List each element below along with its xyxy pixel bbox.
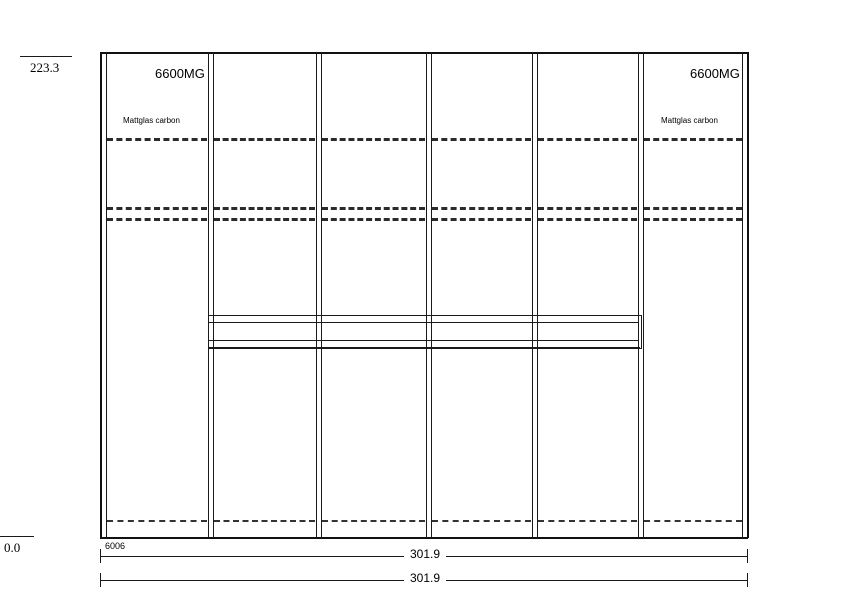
height-bottom-value: 0.0: [4, 540, 21, 555]
right-material-label: Mattglas carbon: [661, 116, 718, 125]
door-divider-5-left: [638, 52, 639, 538]
door-divider-5-right: [643, 52, 644, 538]
door-divider-4-right: [537, 52, 538, 538]
drawer-block-inner-line-top: [209, 322, 639, 323]
cabinet-right-edge: [747, 52, 749, 538]
cabinet-left-edge: [100, 52, 102, 538]
drawer-divider-c: [426, 315, 427, 347]
shelf-dashed-row-1-seg-5: [538, 138, 637, 141]
drawer-divider-b: [321, 315, 322, 347]
door-divider-2-right: [321, 52, 322, 538]
left-decor-code-label: 6600MG: [155, 66, 205, 81]
cabinet-top-edge: [100, 52, 748, 54]
door-divider-1-right: [213, 52, 214, 538]
shelf-dashed-row-2b-seg-3: [322, 218, 425, 221]
dimension-inner-tick-left: [100, 549, 101, 563]
shelf-dashed-row-3-seg-4: [432, 520, 531, 522]
left-material-label: Mattglas carbon: [123, 116, 180, 125]
drawer-divider-d: [431, 315, 432, 347]
door-divider-3-right: [431, 52, 432, 538]
door-divider-1-left: [208, 52, 209, 538]
shelf-dashed-row-2a-seg-6: [644, 207, 742, 210]
shelf-dashed-row-2a-seg-1: [107, 207, 207, 210]
element-code-label: 6006: [105, 541, 126, 551]
shelf-dashed-row-1-seg-6: [644, 138, 742, 141]
shelf-dashed-row-3-seg-1: [107, 520, 207, 522]
drawer-divider-e: [532, 315, 533, 347]
shelf-dashed-row-1-seg-2: [214, 138, 315, 141]
dimension-total-tick-right: [747, 573, 748, 587]
shelf-dashed-row-2b-seg-1: [107, 218, 207, 221]
dimension-total-tick-left: [100, 573, 101, 587]
shelf-dashed-row-2a-seg-5: [538, 207, 637, 210]
dimension-total-value: 301.9: [404, 572, 446, 584]
height-bottom-datum-line: [0, 536, 34, 537]
shelf-dashed-row-1-seg-1: [107, 138, 207, 141]
door-divider-3-left: [426, 52, 427, 538]
cabinet-bottom-edge: [100, 537, 748, 539]
cabinet-right-inner-edge: [742, 52, 743, 538]
drawer-divider-f: [537, 315, 538, 347]
shelf-dashed-row-2b-seg-6: [644, 218, 742, 221]
shelf-dashed-row-3-seg-3: [322, 520, 425, 522]
shelf-dashed-row-3-seg-5: [538, 520, 637, 522]
drawer-block-inner-line-bottom: [209, 340, 639, 341]
height-top-value: 223.3: [30, 60, 60, 75]
dimension-inner-value: 301.9: [404, 548, 446, 560]
door-divider-2-left: [316, 52, 317, 538]
right-decor-code-label: 6600MG: [690, 66, 740, 81]
shelf-dashed-row-2b-seg-4: [432, 218, 531, 221]
drawer-block-base-line: [208, 347, 640, 348]
shelf-dashed-row-3-seg-6: [644, 520, 742, 522]
shelf-dashed-row-3-seg-2: [214, 520, 315, 522]
cabinet-left-inner-edge: [106, 52, 107, 538]
shelf-dashed-row-1-seg-4: [432, 138, 531, 141]
shelf-dashed-row-2b-seg-5: [538, 218, 637, 221]
shelf-dashed-row-1-seg-3: [322, 138, 425, 141]
height-top-datum-line: [20, 56, 72, 57]
door-divider-4-left: [532, 52, 533, 538]
shelf-dashed-row-2a-seg-4: [432, 207, 531, 210]
shelf-dashed-row-2b-seg-2: [214, 218, 315, 221]
drawer-block-outer: [208, 315, 642, 349]
shelf-dashed-row-2a-seg-2: [214, 207, 315, 210]
dimension-inner-tick-right: [747, 549, 748, 563]
drawer-divider-a: [316, 315, 317, 347]
shelf-dashed-row-2a-seg-3: [322, 207, 425, 210]
